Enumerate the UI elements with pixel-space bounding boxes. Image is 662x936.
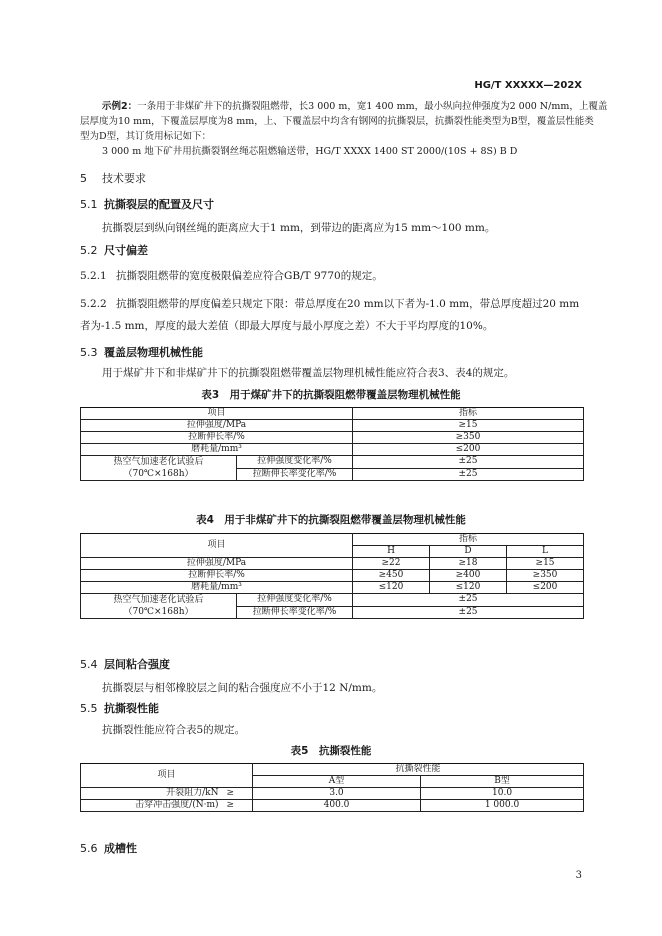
table-5-head-item: 项目 bbox=[81, 764, 253, 788]
example-label: 示例2： bbox=[102, 101, 138, 112]
row-value: ≥15 bbox=[507, 558, 584, 570]
aging-label: 热空气加速老化试验后 （70℃×168h） bbox=[81, 456, 237, 481]
document-id: HG/T XXXXX—202X bbox=[474, 80, 582, 91]
table-4 bbox=[80, 533, 584, 619]
row-value: ≥22 bbox=[353, 558, 430, 570]
row-value: ±25 bbox=[353, 456, 584, 469]
row-value: ≥400 bbox=[430, 570, 507, 582]
row-value: ≤120 bbox=[353, 582, 430, 594]
table-row bbox=[81, 456, 584, 469]
section-5-1-text: 抗撕裂层到纵向钢丝绳的距离应大于1 mm，到带边的距离应为15 mm～100 mm。 bbox=[102, 222, 496, 234]
table-5-head-perf: 抗撕裂性能 bbox=[253, 764, 584, 776]
section-5-2-2-line-2: 者为-1.5 mm，厚度的最大差值（即最大厚度与最小厚度之差）不大于平均厚度的10%。 bbox=[80, 320, 494, 332]
table-row bbox=[81, 594, 584, 607]
row-value-b: 10.0 bbox=[421, 788, 584, 800]
section-5-4-heading: 5.4 层间粘合强度 bbox=[80, 658, 170, 671]
section-5-heading: 5 技术要求 bbox=[80, 172, 146, 185]
table-row bbox=[81, 432, 584, 444]
table-5 bbox=[80, 763, 584, 812]
table-4-head-item: 项目 bbox=[81, 534, 353, 558]
section-5-5-heading: 5.5 抗撕裂性能 bbox=[80, 702, 159, 715]
table-row bbox=[81, 800, 584, 812]
row-label: 拉伸强度/MPa bbox=[81, 420, 353, 432]
table-4-caption: 表4 用于非煤矿井下的抗撕裂阻燃带覆盖层物理机械性能 bbox=[196, 514, 466, 526]
row-value-b: 1 000.0 bbox=[421, 800, 584, 812]
row-label: 拉断伸长率变化率/% bbox=[237, 606, 353, 619]
row-value: ≥450 bbox=[353, 570, 430, 582]
grade-l: L bbox=[507, 546, 584, 558]
row-value: ≥15 bbox=[353, 420, 584, 432]
table-3 bbox=[80, 407, 584, 481]
row-value: ±25 bbox=[353, 468, 584, 481]
row-operator: ≥ bbox=[223, 788, 253, 800]
page-number: 3 bbox=[575, 870, 582, 881]
example-line-1: 示例2：一条用于非煤矿井下的抗撕裂阻燃带，长3 000 m，宽1 400 mm，最小纵向拉伸强度为2 000 N/mm，上覆盖 bbox=[102, 101, 608, 112]
section-5-1-heading: 5.1 抗撕裂层的配置及尺寸 bbox=[80, 198, 214, 211]
row-label: 磨耗量/mm³ bbox=[81, 444, 353, 456]
row-value: ≥350 bbox=[507, 570, 584, 582]
row-value: ≥350 bbox=[353, 432, 584, 444]
row-label: 拉断伸长率变化率/% bbox=[237, 468, 353, 481]
table-row bbox=[81, 570, 584, 582]
table-row bbox=[81, 788, 584, 800]
table-4-head-index: 指标 bbox=[353, 534, 584, 546]
row-label: 拉断伸长率/% bbox=[81, 570, 353, 582]
grade-h: H bbox=[353, 546, 430, 558]
row-value: ≤200 bbox=[353, 444, 584, 456]
table-5-caption: 表5 抗撕裂性能 bbox=[290, 745, 372, 757]
section-5-3-text: 用于煤矿井下和非煤矿井下的抗撕裂阻燃带覆盖层物理机械性能应符合表3、表4的规定。 bbox=[102, 367, 515, 379]
row-operator: ≥ bbox=[223, 800, 253, 812]
type-a: A型 bbox=[253, 776, 421, 788]
section-5-6-heading: 5.6 成槽性 bbox=[80, 842, 137, 855]
row-value: ≥18 bbox=[430, 558, 507, 570]
section-5-2-1: 5.2.1 抗撕裂阻燃带的宽度极限偏差应符合GB/T 9770的规定。 bbox=[80, 270, 383, 282]
row-label: 拉伸强度/MPa bbox=[81, 558, 353, 570]
table-3-header bbox=[81, 408, 584, 420]
table-row bbox=[81, 420, 584, 432]
table-row bbox=[81, 582, 584, 594]
row-label: 拉伸强度变化率/% bbox=[237, 456, 353, 469]
grade-d: D bbox=[430, 546, 507, 558]
table-4-header bbox=[81, 534, 584, 546]
table-3-caption: 表3 用于煤矿井下的抗撕裂阻燃带覆盖层物理机械性能 bbox=[201, 389, 461, 401]
section-5-4-text: 抗撕裂层与相邻橡胶层之间的粘合强度应不小于12 N/mm。 bbox=[102, 682, 383, 694]
row-label: 开裂阻力/kN bbox=[81, 788, 223, 800]
example-line-2: 层厚度为10 mm，下覆盖层厚度为8 mm，上、下覆盖层中均含有钢网的抗撕裂层，抗撕裂性能类型为B型，覆盖层性能类 bbox=[80, 116, 594, 127]
row-value: ±25 bbox=[353, 606, 584, 619]
table-5-header bbox=[81, 764, 584, 776]
row-label: 磨耗量/mm³ bbox=[81, 582, 353, 594]
row-value-a: 400.0 bbox=[253, 800, 421, 812]
section-5-3-heading: 5.3 覆盖层物理机械性能 bbox=[80, 346, 203, 359]
section-5-5-text: 抗撕裂性能应符合表5的规定。 bbox=[102, 724, 246, 736]
type-b: B型 bbox=[421, 776, 584, 788]
row-value: ≤120 bbox=[430, 582, 507, 594]
row-label: 击穿冲击强度/(N·m) bbox=[81, 800, 223, 812]
row-label: 拉断伸长率/% bbox=[81, 432, 353, 444]
aging-label: 热空气加速老化试验后 （70℃×168h） bbox=[81, 594, 237, 619]
table-row bbox=[81, 558, 584, 570]
table-row bbox=[81, 444, 584, 456]
row-value-a: 3.0 bbox=[253, 788, 421, 800]
row-value: ±25 bbox=[353, 594, 584, 607]
table-3-head-item: 项目 bbox=[81, 408, 353, 420]
row-label: 拉伸强度变化率/% bbox=[237, 594, 353, 607]
section-5-2-2: 5.2.2 抗撕裂阻燃带的厚度偏差只规定下限：带总厚度在20 mm以下者为-1.0 mm，带总厚度超过20 mm bbox=[80, 298, 580, 310]
example-line-4: 3 000 m 地下矿井用抗撕裂钢丝绳芯阻燃输送带，HG/T XXXX 1400 ST 2000/(10S + 8S) B D bbox=[102, 146, 518, 157]
table-3-head-index: 指标 bbox=[353, 408, 584, 420]
row-value: ≤200 bbox=[507, 582, 584, 594]
section-5-2-heading: 5.2 尺寸偏差 bbox=[80, 244, 148, 257]
example-line-3: 型为D型，其订货用标记如下： bbox=[80, 131, 212, 142]
